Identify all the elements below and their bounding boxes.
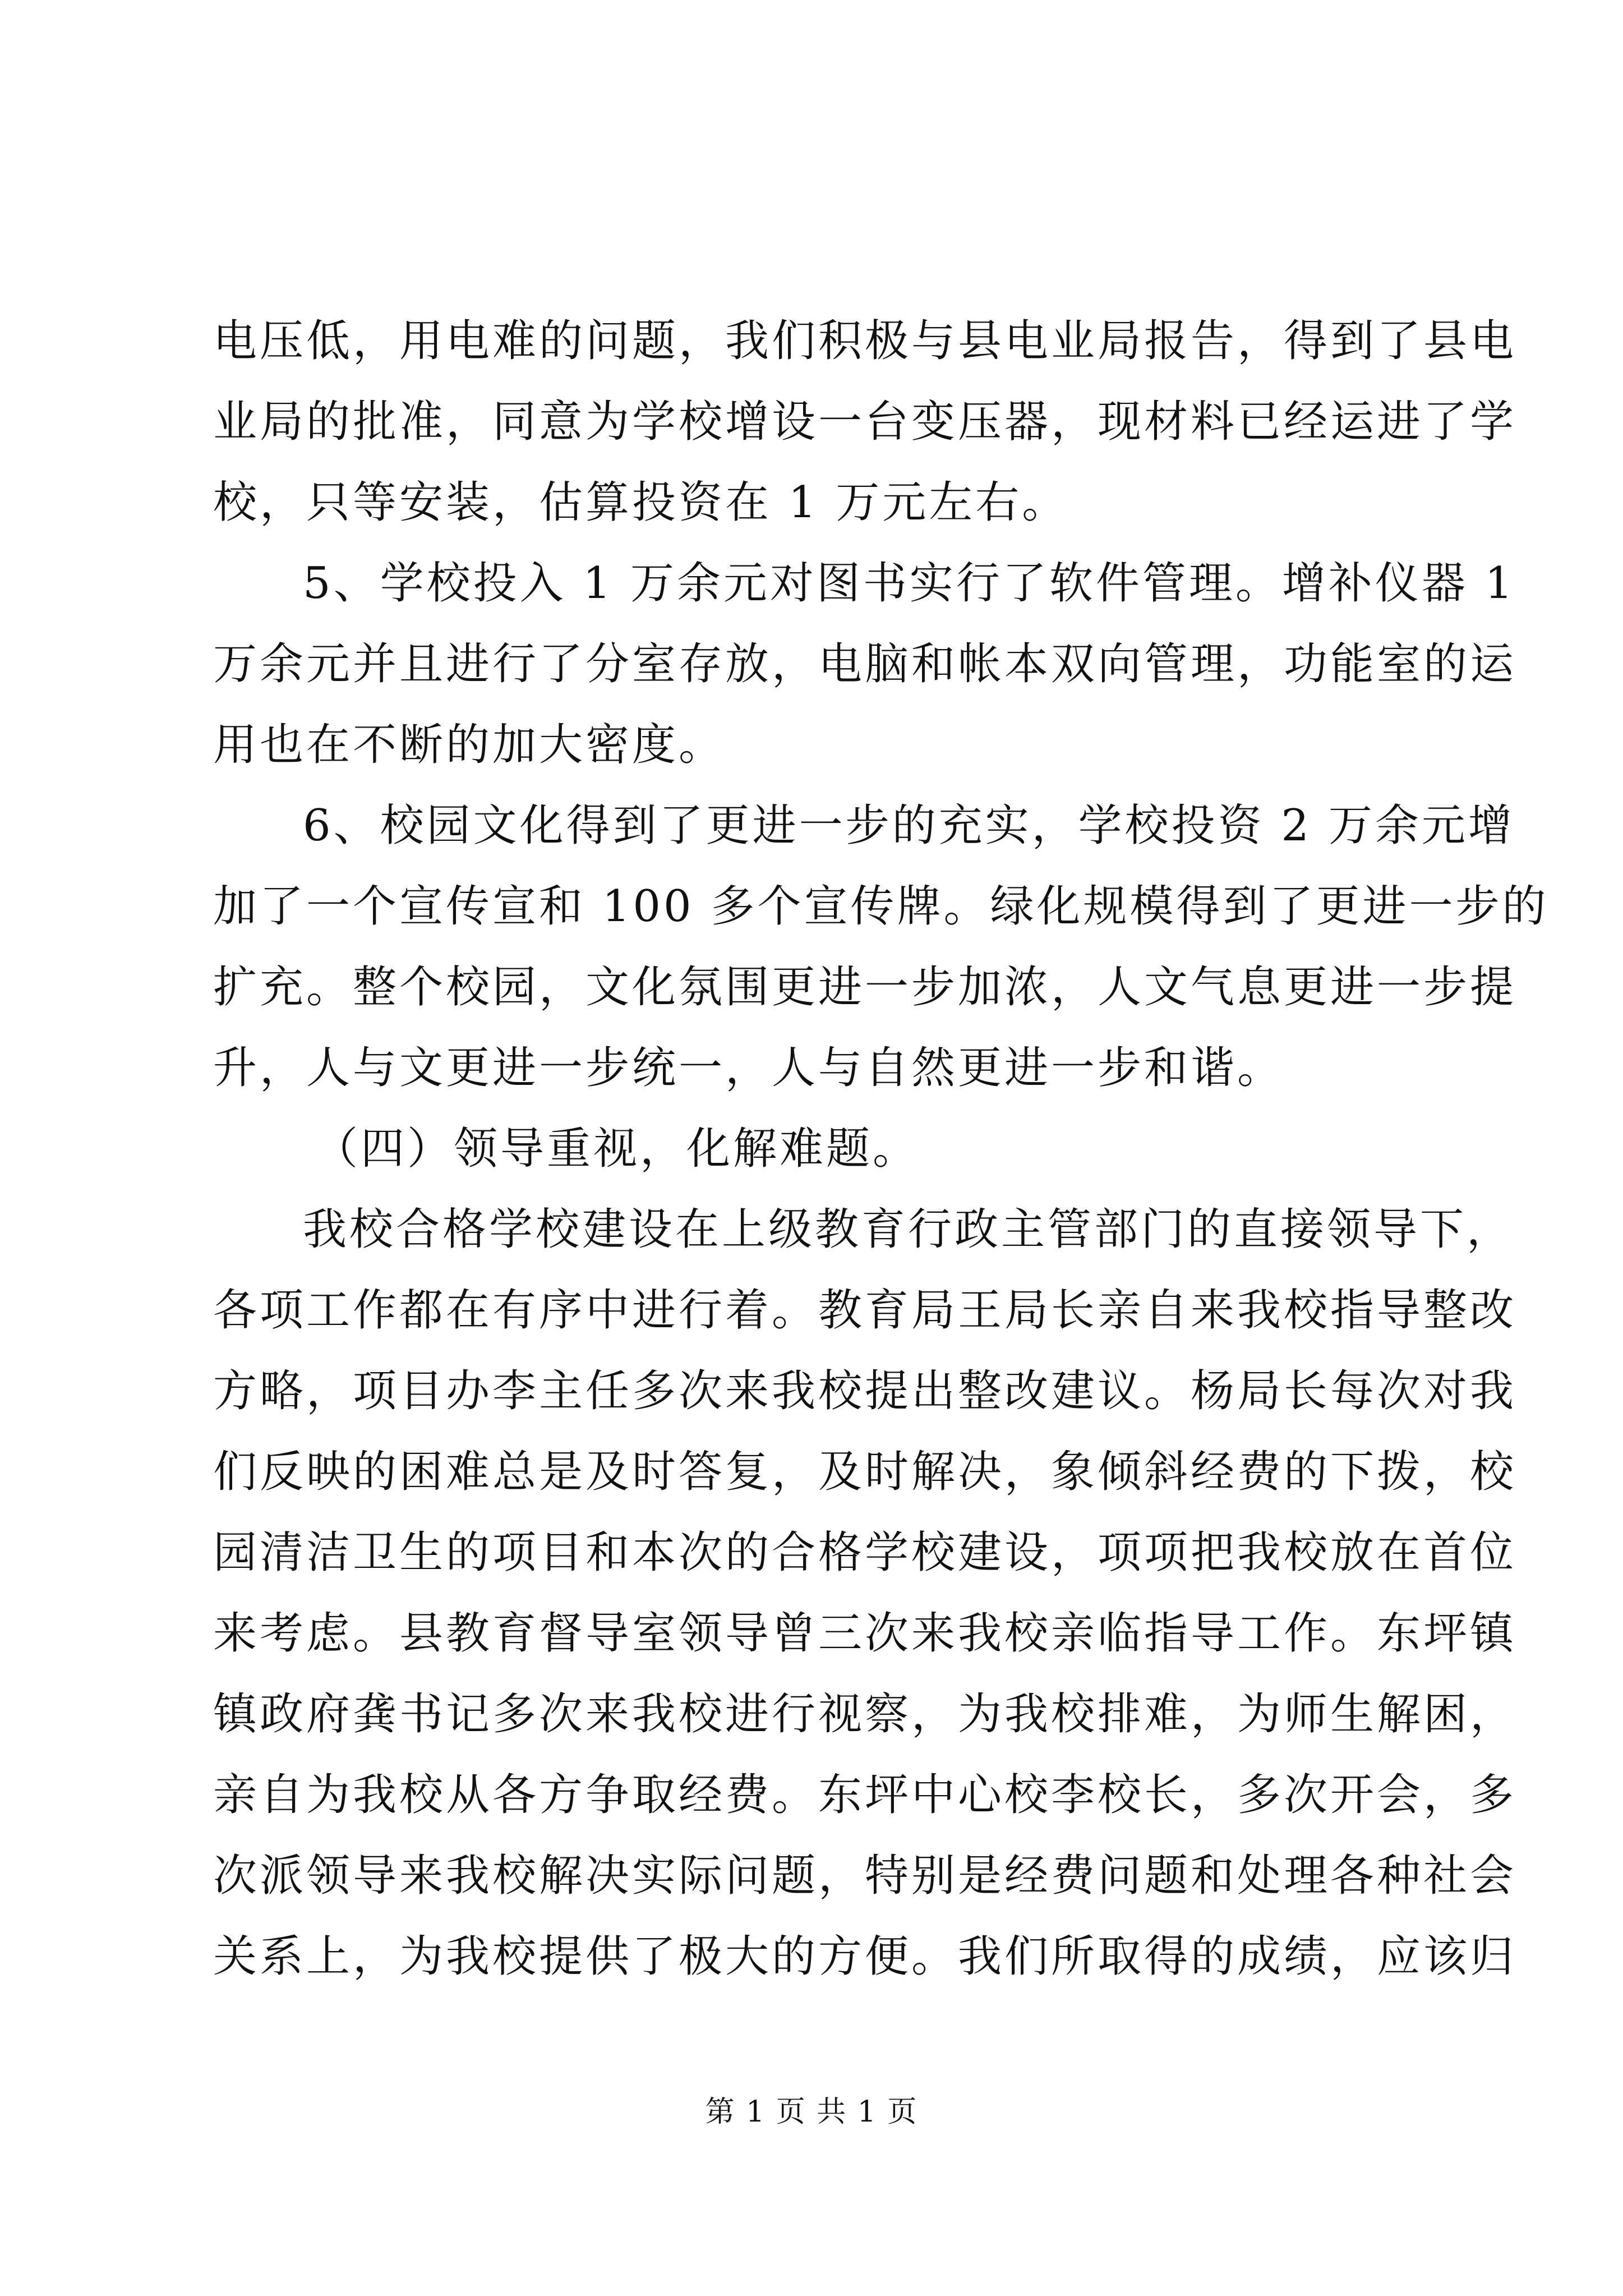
text-line: 方略，项目办李主任多次来我校提出整改建议。杨局长每次对我 (213, 1366, 1517, 1416)
text-line: 升，人与文更进一步统一，人与自然更进一步和谐。 (213, 1043, 1284, 1093)
text-line: 5、学校投入 1 万余元对图书实行了软件管理。增补仪器 1 (303, 558, 1516, 609)
text-line: 次派领导来我校解决实际问题，特别是经费问题和处理各种社会 (213, 1851, 1517, 1901)
text-line: 用也在不断的加大密度。 (213, 720, 726, 770)
text-line: 镇政府龚书记多次来我校进行视察，为我校排难，为师生解困， (213, 1689, 1517, 1740)
section-heading: （四）领导重视，化解难题。 (314, 1124, 920, 1174)
text-line: 校，只等安装，估算投资在 1 万元左右。 (213, 477, 1069, 528)
text-line: 各项工作都在有序中进行着。教育局王局长亲自来我校指导整改 (213, 1285, 1517, 1336)
text-line: 亲自为我校从各方争取经费。东坪中心校李校长，多次开会，多 (213, 1770, 1517, 1820)
text-line: 扩充。整个校园，文化氛围更进一步加浓，人文气息更进一步提 (213, 962, 1517, 1013)
text-line: 万余元并且进行了分室存放，电脑和帐本双向管理，功能室的运 (213, 639, 1517, 689)
text-line: 6、校园文化得到了更进一步的充实，学校投资 2 万余元增 (303, 800, 1515, 851)
text-line: 们反映的困难总是及时答复，及时解决，象倾斜经费的下拨，校 (213, 1447, 1517, 1497)
text-line: 加了一个宣传宣和 100 多个宣传牌。绿化规模得到了更进一步的 (213, 881, 1549, 932)
text-line: 电压低，用电难的问题，我们积极与县电业局报告，得到了县电 (213, 316, 1517, 366)
page-number-footer: 第 1 页 共 1 页 (705, 2095, 918, 2129)
text-line: 来考虑。县教育督导室领导曾三次来我校亲临指导工作。东坪镇 (213, 1608, 1517, 1659)
text-line: 业局的批准，同意为学校增设一台变压器，现材料已经运进了学 (213, 397, 1517, 447)
text-line: 关系上，为我校提供了极大的方便。我们所取得的成绩，应该归 (213, 1931, 1517, 1982)
text-line: 我校合格学校建设在上级教育行政主管部门的直接领导下， (303, 1204, 1514, 1255)
text-line: 园清洁卫生的项目和本次的合格学校建设，项项把我校放在首位 (213, 1527, 1517, 1578)
